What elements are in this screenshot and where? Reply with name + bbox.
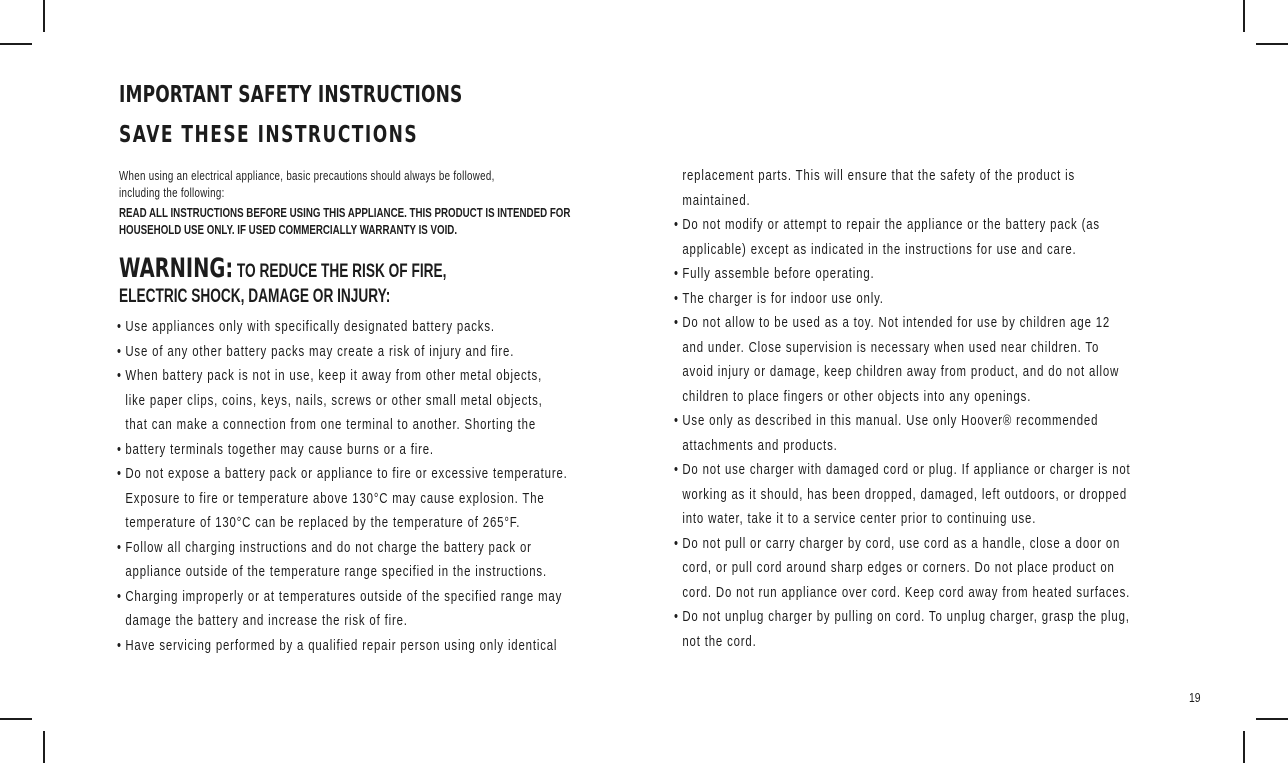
list-item-continuation: replacement parts. This will ensure that the safety of the product is maintained. [682, 167, 1076, 209]
page-subtitle: SAVE THESE INSTRUCTIONS [119, 122, 419, 148]
read-all-line-2: HOUSEHOLD USE ONLY. IF USED COMMERCIALLY WARRANTY IS VOID. [119, 223, 458, 237]
list-item: • Do not use charger with damaged cord or plug. If appliance or charger is not working as it should, has been dropped, damaged, left outdoors, or dropped into water, take it to a service center prior to continuing use. [674, 458, 1225, 532]
list-item: • Do not expose a battery pack or appliance to fire or excessive temperature. Exposure to fire or temperature above 130°C may cause explosion. The temperature of 130°C can be replaced by the temperature of 265°F. [117, 462, 664, 536]
page-number: 19 [1189, 690, 1201, 705]
crop-mark [0, 718, 32, 720]
list-item: • When battery pack is not in use, keep it away from other metal objects, like paper clips, coins, keys, nails, screws or other small metal objects, that can make a connection from one terminal to another. Shorting the [117, 364, 664, 438]
left-bullet-list [117, 315, 664, 658]
page-title: IMPORTANT SAFETY INSTRUCTIONS [119, 82, 463, 108]
list-item: • Have servicing performed by a qualified repair person using only identical [117, 634, 664, 659]
list-item: • Do not modify or attempt to repair the appliance or the battery pack (as applicable) except as indicated in the instructions for use and care. [674, 213, 1225, 262]
list-item: • Do not unplug charger by pulling on cord. To unplug charger, grasp the plug, not the cord. [674, 605, 1225, 654]
read-all-notice [119, 205, 618, 239]
list-item: • Charging improperly or at temperatures outside of the specified range may damage the battery and increase the risk of fire. [117, 585, 664, 634]
crop-mark [43, 731, 45, 763]
list-item: • Use of any other battery packs may create a risk of injury and fire. [117, 340, 664, 365]
intro-line-1: When using an electrical appliance, basic precautions should always be followed, [119, 169, 495, 183]
warning-line-1: TO REDUCE THE RISK OF FIRE, [233, 261, 447, 282]
list-item: • Follow all charging instructions and do not charge the battery pack or appliance outside of the temperature range specified in the instructions. [117, 536, 664, 585]
list-item: • The charger is for indoor use only. [674, 287, 1225, 312]
crop-mark [0, 43, 32, 45]
intro-line-2: including the following: [119, 186, 225, 200]
right-bullet-list [674, 164, 1225, 654]
list-item: • Do not allow to be used as a toy. Not intended for use by children age 12 and under. Close supervision is necessary when used near children. To avoid injury or damage, keep children away from product, and do not allow children to place fingers or other objects into any openings. [674, 311, 1225, 409]
warning-heading [119, 253, 447, 309]
warning-keyword: WARNING: [119, 253, 234, 284]
crop-mark [1256, 718, 1288, 720]
list-item: • battery terminals together may cause burns or a fire. [117, 438, 664, 463]
list-item: • Fully assemble before operating. [674, 262, 1225, 287]
warning-line-2: ELECTRIC SHOCK, DAMAGE OR INJURY: [119, 286, 391, 307]
crop-mark [1243, 0, 1245, 32]
intro-text [119, 168, 603, 202]
list-item: • Use only as described in this manual. Use only Hoover® recommended attachments and products. [674, 409, 1225, 458]
list-item: • Use appliances only with specifically designated battery packs. [117, 315, 664, 340]
read-all-line-1: READ ALL INSTRUCTIONS BEFORE USING THIS APPLIANCE. THIS PRODUCT IS INTENDED FOR [119, 206, 571, 220]
crop-mark [1243, 731, 1245, 763]
crop-mark [1256, 43, 1288, 45]
list-item: • Do not pull or carry charger by cord, use cord as a handle, close a door on cord, or pull cord around sharp edges or corners. Do not place product on cord. Do not run appliance over cord. Keep cord away from heated surfaces. [674, 532, 1225, 606]
crop-mark [43, 0, 45, 32]
